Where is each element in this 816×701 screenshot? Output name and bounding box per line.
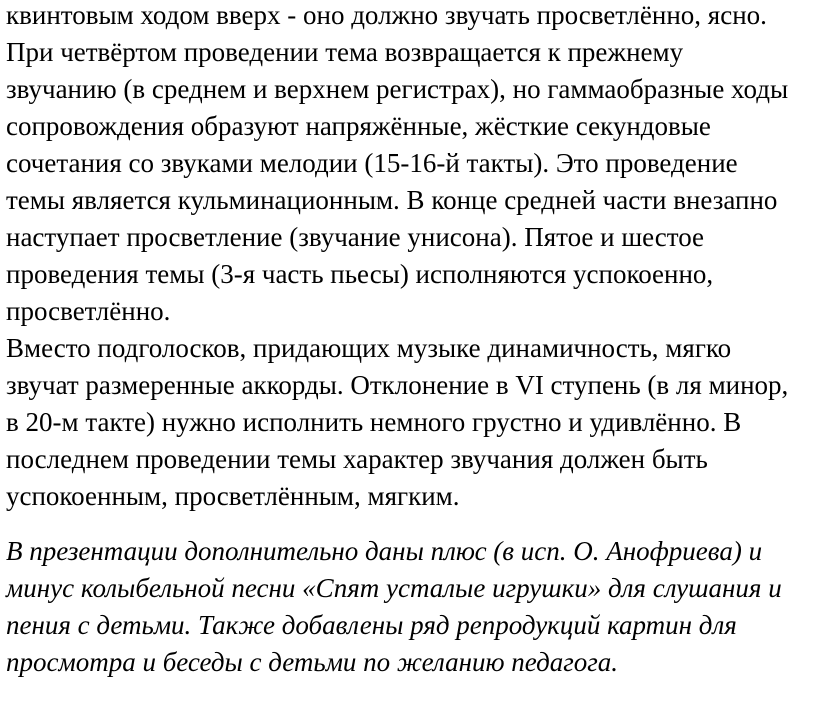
- italic-text-line: пения с детьми. Также добавлены ряд репродукций картин для: [6, 610, 737, 640]
- text-line: темы является кульминационным. В конце средней части внезапно: [6, 185, 778, 215]
- text-line: Вместо подголосков, придающих музыке динамичность, мягко: [6, 333, 732, 363]
- italic-text-line: просмотра и беседы с детьми по желанию педагога.: [6, 647, 619, 677]
- text-line: проведения темы (3-я часть пьесы) исполняются успокоенно,: [6, 259, 714, 289]
- text-line: последнем проведении темы характер звучания должен быть: [6, 444, 708, 474]
- italic-text-line: минус колыбельной песни «Спят усталые игрушки» для слушания и: [6, 573, 782, 603]
- text-line: звучат размеренные аккорды. Отклонение в VI ступень (в ля минор,: [6, 370, 789, 400]
- text-line: наступает просветление (звучание унисона). Пятое и шестое: [6, 222, 705, 252]
- text-line: сочетания со звуками мелодии (15-16-й такты). Это проведение: [6, 148, 738, 178]
- text-line: успокоенным, просветлённым, мягким.: [6, 481, 460, 511]
- text-line: в 20-м такте) нужно исполнить немного грустно и удивлённо. В: [6, 407, 742, 437]
- italic-text-line: В презентации дополнительно даны плюс (в исп. О. Анофриева) и: [6, 536, 763, 566]
- text-line: звучанию (в среднем и верхнем регистрах), но гаммаобразные ходы: [6, 74, 789, 104]
- text-line: сопровождения образуют напряжённые, жёсткие секундовые: [6, 111, 711, 141]
- text-line: просветлённо.: [6, 296, 171, 326]
- text-line: квинтовым ходом вверх - оно должно звучать просветлённо, ясно.: [6, 0, 767, 30]
- text-line: При четвёртом проведении тема возвращается к прежнему: [6, 37, 684, 67]
